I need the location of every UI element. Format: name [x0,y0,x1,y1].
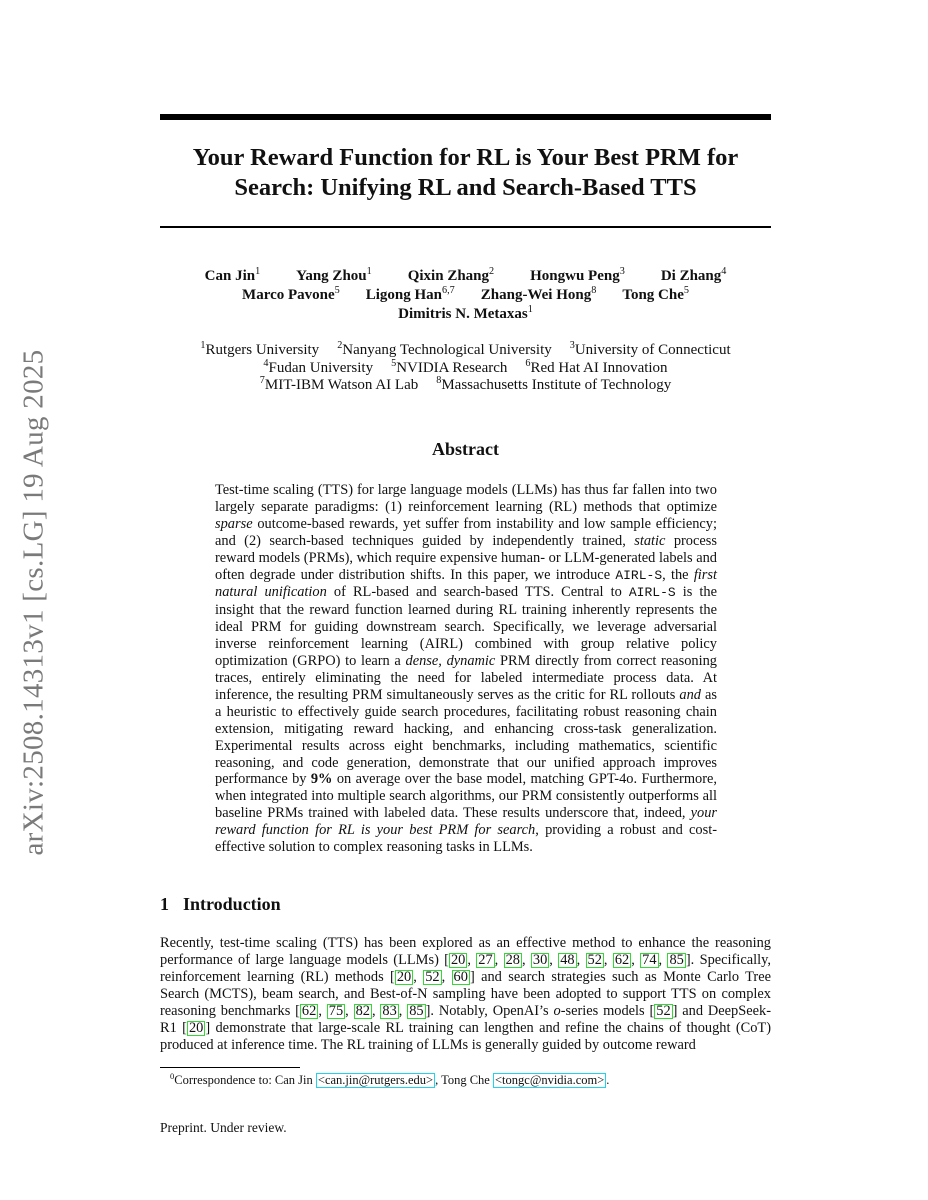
text-run: process reward models (PRMs), which require expensive human- or LLM-generated labels and often degrade under distribution shifts. In this paper, we introduce [215,532,717,583]
author-affil-mark: 5 [334,285,340,296]
emphasis-text: o [553,1003,561,1019]
footnote-rule [160,1067,300,1068]
affiliation-name: Fudan University [268,359,374,376]
author-name: Tong Che [622,287,684,303]
introduction-body [160,935,771,1054]
text-run: as a heuristic to effectively guide search procedures, facilitating robust reasoning chain extension, mitigating reward hacking, and enhancing cross-task generalization. Experimental results across eight benchmarks, including mathematics, scientific reasoning, and code generation, demonstrate that our unified approach improves performance by [215,686,717,788]
text-run: on average over the base model, matching GPT-4o. Furthermore, when integrated into multiple search algorithms, our PRM consistently outperforms all baseline PRMs trained with labeled data. These results underscore that, indeed, [215,771,717,822]
author [408,267,494,286]
emphasis-text: first natural unification [215,566,718,601]
affiliation-mark: 5 [391,357,397,369]
author-row [150,286,781,305]
author [530,267,625,286]
text-run: , [318,1003,327,1019]
abstract-heading: Abstract [432,439,499,459]
affiliation-row [150,342,781,360]
author-affil-mark: 6,7 [442,285,455,296]
emphasis-text: dense, dynamic [405,653,496,670]
author-name: Qixin Zhang [407,268,490,284]
text-run: , the [662,566,694,583]
author-affil-mark: 5 [683,285,689,296]
author-affil-mark: 8 [591,285,597,296]
author-name: Di Zhang [660,268,722,284]
author-name: Marco Pavone [242,287,335,303]
text-run: , [371,1003,381,1019]
affiliation [436,377,671,395]
author [661,267,727,286]
citation-link[interactable]: 52 [425,969,440,985]
text-run: , [413,969,424,985]
affiliation [570,342,731,360]
emphasis-text: and [679,686,701,703]
citation-link[interactable]: 62 [301,1003,317,1019]
citation-link[interactable]: 28 [505,952,520,968]
affiliation-row [150,357,781,378]
emphasis-text: sparse [215,515,253,532]
affiliation-name: MIT-IBM Watson AI Lab [264,377,419,393]
citation-link[interactable]: 62 [614,952,630,968]
paper-title: Your Reward Function for RL is Your Best PRM for Search: Unifying RL and Search-Based TTS [192,144,739,201]
text-run: , [441,969,452,985]
author-name: Hongwu Peng [530,268,620,284]
affiliation-name: Nanyang Technological University [342,342,552,358]
text-run: ] and search strategies such as Monte Carlo Tree Search (MCTS), beam search, and Best-of-N sampling have been adopted to support TTS on complex reasoning benchmarks [ [160,969,771,1019]
author [622,286,689,305]
section-title: Introduction [183,894,281,914]
author-name: Can Jin [204,268,256,284]
bold-text: 9% [310,771,333,788]
arxiv-stamp-text: arXiv:2508.14313v1 [cs.LG] 19 Aug 2025 [17,349,50,856]
citation-link[interactable]: 20 [396,969,412,985]
text-run: of RL-based and search-based TTS. Central to [326,584,629,601]
affiliation [200,342,319,360]
affiliation-mark: 2 [337,340,343,351]
text-run: , providing a robust and cost-effective solution to complex reasoning tasks in LLMs. [215,822,717,856]
affiliation-mark: 4 [263,357,269,369]
text-run: ]. Notably, OpenAI’s [425,1003,554,1019]
text-run: -series models [ [560,1003,655,1019]
author [366,286,455,305]
citation-link[interactable]: 75 [328,1003,344,1019]
text-run: , [576,952,586,968]
author-name: Yang Zhou [296,268,367,284]
method-name: AIRL-S [615,567,663,583]
author-name: Zhang-Wei Hong [480,287,592,303]
author-affil-mark: 4 [721,266,727,277]
affiliation-mark: 8 [436,375,442,386]
affiliation-mark: 1 [200,340,206,351]
author-affil-mark: 1 [255,266,261,277]
text-run: , [603,952,613,968]
text-run: Recently, test-time scaling (TTS) has been explored as an effective method to enhance the reasoning performance of large language models (LLMs) [ [160,935,771,968]
citation-link[interactable]: 74 [642,952,657,968]
author-affil-mark: 3 [619,266,625,277]
email-link-can-jin[interactable]: <can.jin@rutgers.edu> [317,1073,434,1087]
citation-link[interactable]: 52 [587,952,602,968]
method-name: AIRL-S [628,585,676,601]
footnote-prefix: Correspondence to: Can Jin [174,1073,316,1087]
affiliation [337,342,552,360]
affiliation [391,357,508,378]
affiliation [263,357,374,378]
abstract-body [215,482,717,856]
author [296,267,372,286]
author-name: Dimitris N. Metaxas [398,306,528,322]
citation-link[interactable]: 48 [560,952,575,968]
affiliation-mark: 3 [569,340,575,351]
affiliation-list [150,342,781,395]
author [398,305,533,324]
preprint-note: Preprint. Under review. [160,1120,287,1135]
author [205,267,261,286]
author-row [150,305,781,324]
text-run: ]. Specifically, reinforcement learning (RL) methods [ [160,952,771,985]
author-affil-mark: 1 [366,266,372,277]
affiliation [260,377,418,395]
section-heading [160,894,281,915]
footnote [170,1072,609,1088]
citation-link[interactable]: 52 [656,1003,671,1019]
footnote-mark: 0 [170,1070,175,1081]
author [481,286,597,305]
text-run: , [631,952,641,968]
author-row [150,267,781,286]
text-run: , [658,952,668,968]
affiliation-name: University of Connecticut [574,342,731,358]
emphasis-text: static [634,532,666,549]
affiliation-row [150,377,781,395]
citation-link[interactable]: 83 [382,1003,397,1019]
text-run: , [521,952,531,968]
section-number: 1 [160,894,169,914]
arxiv-stamp [6,330,62,875]
citation-link[interactable]: 20 [188,1020,204,1036]
text-run: ] demonstrate that large-scale RL training can lengthen and refine the chains of thought (CoT) produced at inference time. The RL training of LLMs is generally guided by outcome reward [160,1020,772,1053]
text-run: , [467,952,477,968]
affiliation [525,357,668,378]
affiliation-name: Red Hat AI Innovation [530,359,668,376]
footnote-suffix: . [606,1073,610,1087]
text-run: , [549,952,559,968]
citation-link[interactable]: 60 [453,969,468,985]
footnote-middle: , Tong Che [435,1073,493,1087]
title-rule-bottom [160,226,771,228]
citation-link[interactable]: 20 [450,952,466,968]
author-affil-mark: 1 [527,304,533,315]
author [242,286,340,305]
email-link-tong-che[interactable]: <tongc@nvidia.com> [495,1073,605,1087]
affiliation-name: Rutgers University [205,342,320,358]
text-run: outcome-based rewards, yet suffer from instability and low sample efficiency; and (2) search-based techniques guided by independently trained, [215,515,717,549]
citation-link[interactable]: 27 [478,952,493,968]
text-run: Test-time scaling (TTS) for large language models (LLMs) has thus far fallen into two largely separate paradigms: (1) reinforcement learning (RL) methods that optimize [215,482,717,515]
affiliation-name: NVIDIA Research [396,359,508,376]
author-affil-mark: 2 [489,266,495,277]
author-name: Ligong Han [365,287,443,303]
text-run: ] and DeepSeek-R1 [ [160,1003,772,1036]
affiliation-mark: 6 [525,357,531,369]
citation-link[interactable]: 30 [532,952,548,968]
text-run: , [494,952,504,968]
citation-link[interactable]: 85 [409,1003,424,1019]
title-rule-top [160,114,771,120]
citation-link[interactable]: 85 [669,952,684,968]
text-run: is the insight that the reward function learned during RL training inherently represents the ideal PRM for guiding downstream search. Specifically, we leverage adversarial inverse reinforcement learning (AIRL) combined with group relative policy optimization (GRPO) to learn a [215,584,717,670]
author-list [150,267,781,324]
emphasis-text: your reward function for RL is your best PRM for search [215,805,717,839]
affiliation-name: Massachusetts Institute of Technology [441,377,672,393]
text-run: PRM directly from correct reasoning traces, entirely eliminating the need for labeled intermediate process data. At inference, the resulting PRM simultaneously serves as the critic for RL rollouts [215,653,717,703]
citation-link[interactable]: 82 [355,1003,370,1019]
affiliation-mark: 7 [259,375,265,386]
text-run: , [398,1003,408,1019]
text-run: , [345,1003,354,1019]
